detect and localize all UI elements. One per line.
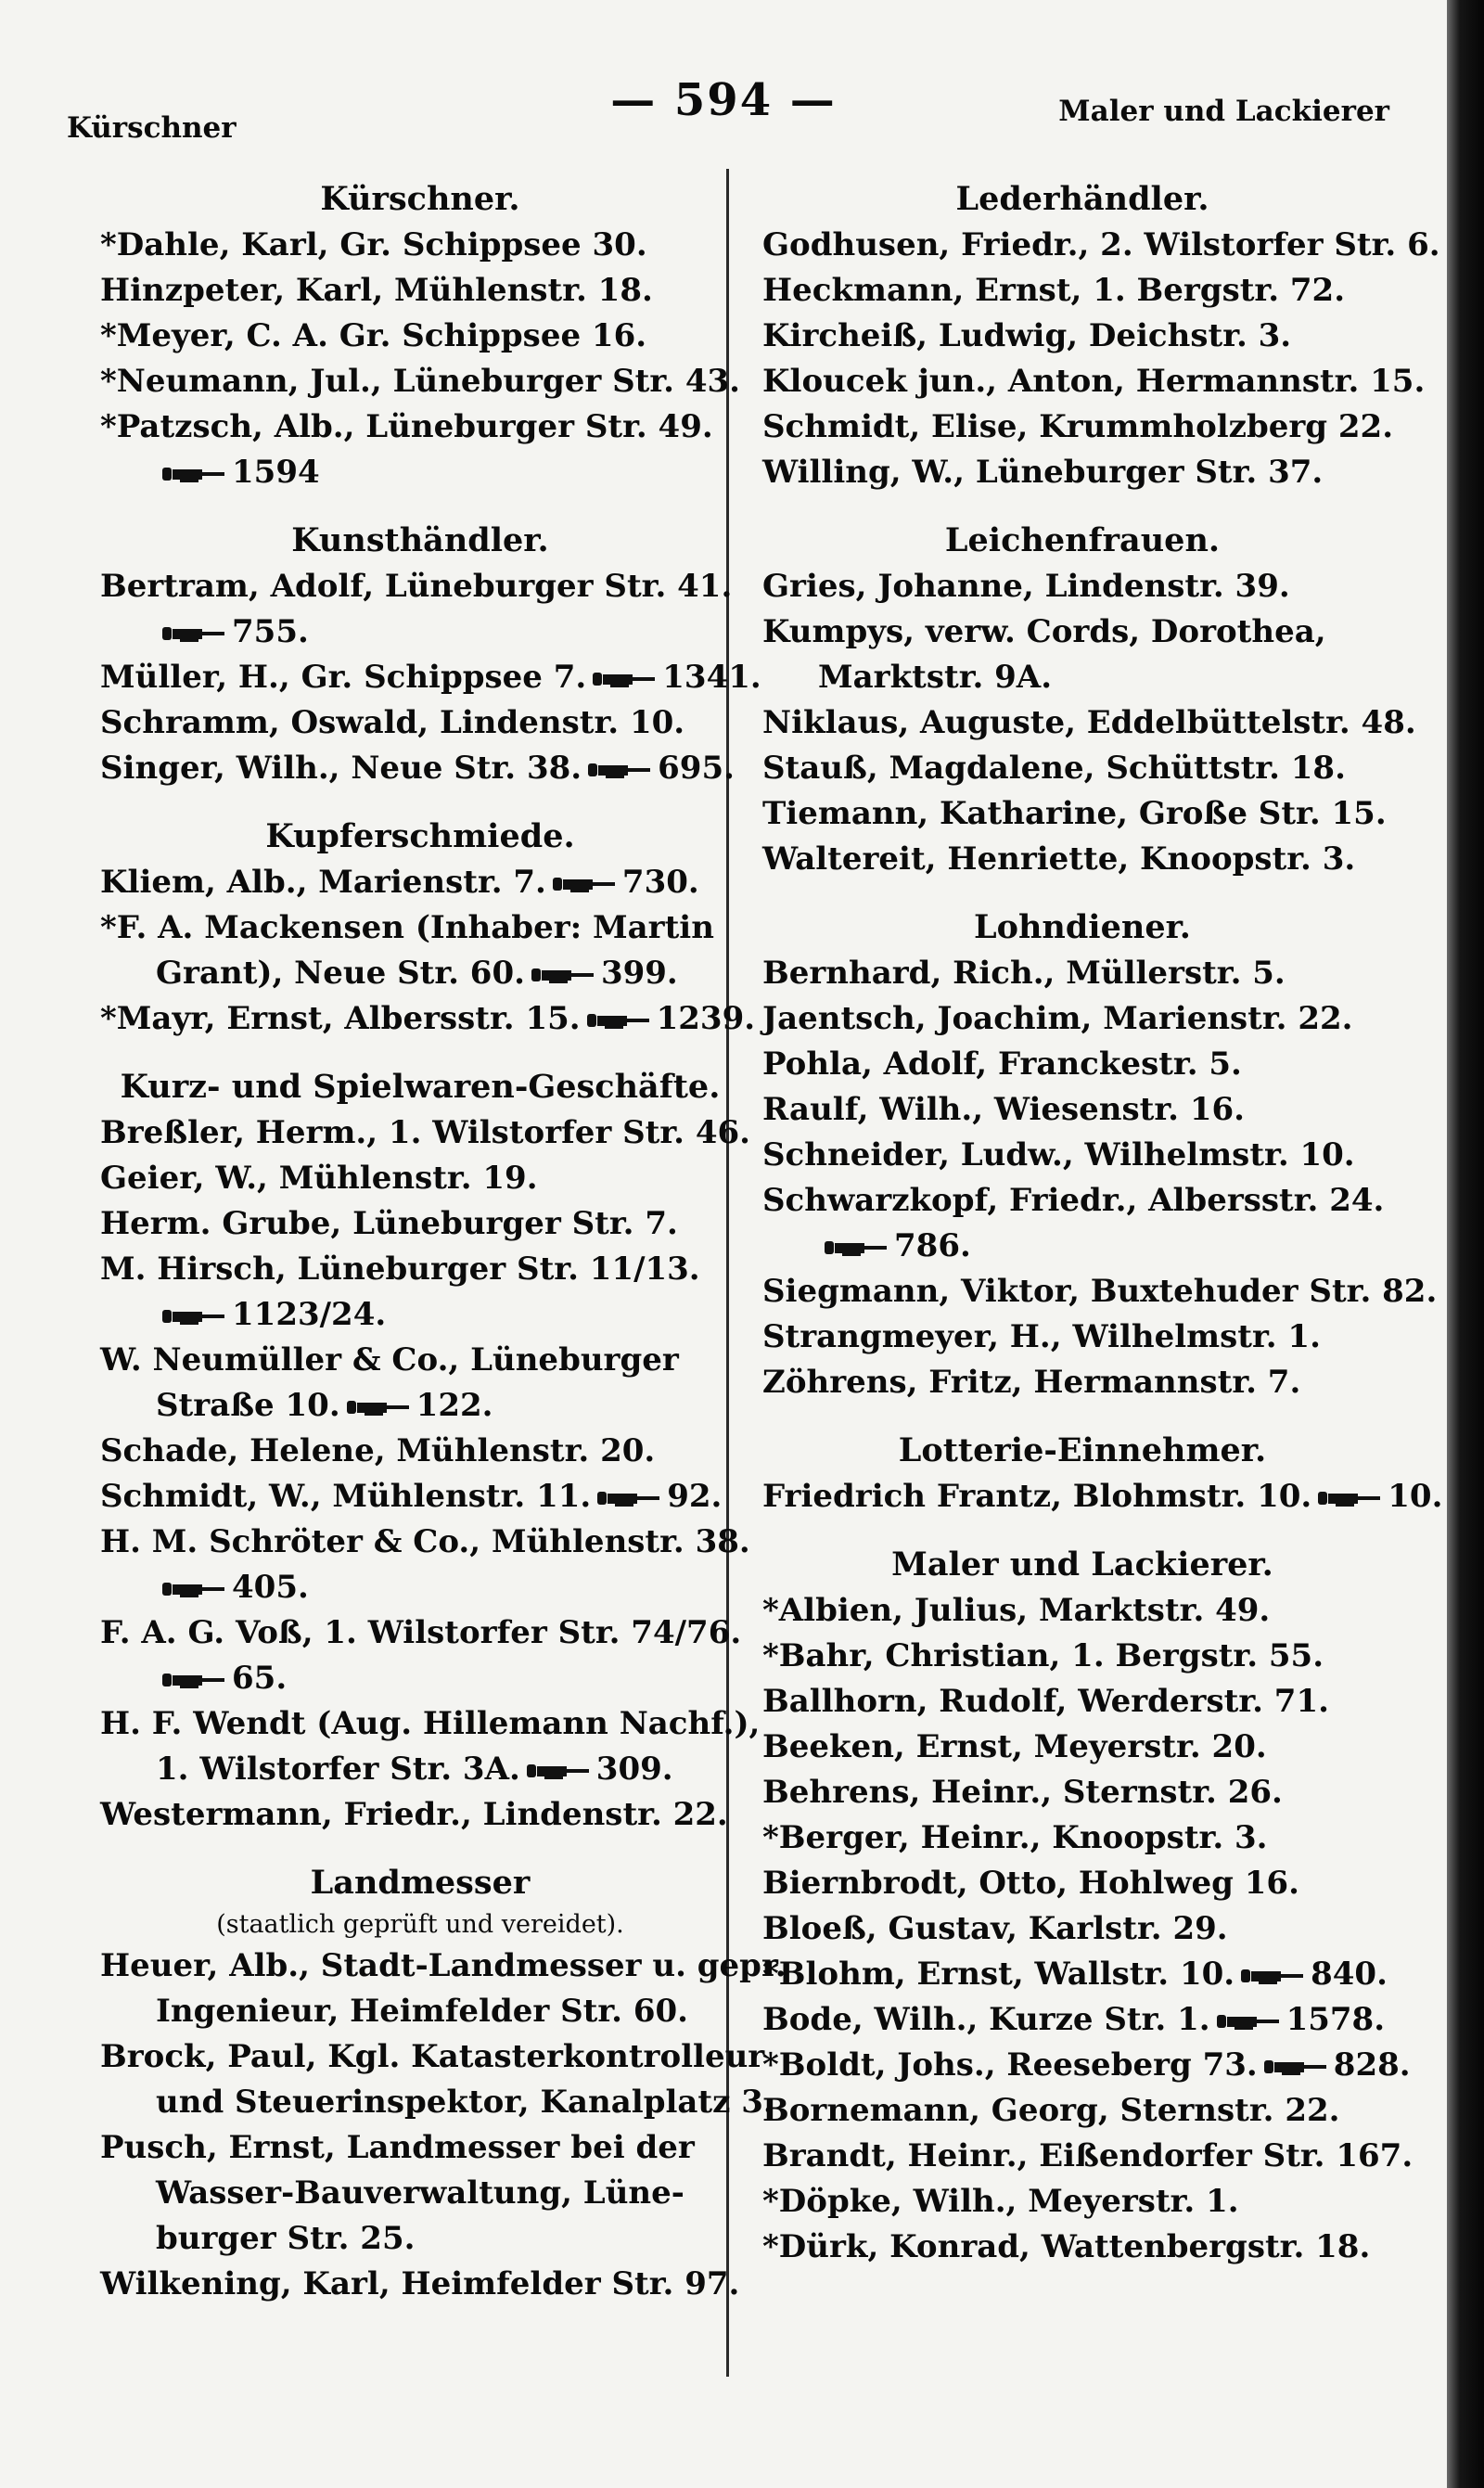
- directory-entry: [762, 1315, 1402, 1360]
- entry-text: Müller, H., Gr. Schippsee 7.: [100, 659, 587, 696]
- section-title: Kurz- und Spielwaren-Geschäfte.: [120, 1068, 721, 1106]
- right-column: [762, 176, 1443, 2270]
- entry-continuation: [100, 2171, 740, 2216]
- phone-number: 1594: [232, 454, 320, 491]
- phone-hand-icon: [161, 623, 226, 644]
- entry-text: Kloucek jun., Anton, Hermannstr. 15.: [762, 363, 1426, 400]
- entry-continuation: [100, 1565, 740, 1610]
- directory-entry: [762, 2179, 1402, 2225]
- section-subtitle: (staatlich geprüft und vereidet).: [216, 1910, 624, 1939]
- phone-number: 65.: [232, 1660, 288, 1697]
- phone-hand-icon: [596, 1488, 661, 1508]
- phone-hand-icon: [346, 1397, 411, 1417]
- entry-text: *Dürk, Konrad, Wattenbergstr. 18.: [762, 2228, 1371, 2265]
- section-title: Maler und Lackierer.: [891, 1545, 1273, 1584]
- entry-text: Singer, Wilh., Neue Str. 38.: [100, 750, 582, 787]
- directory-entry: [100, 1247, 740, 1292]
- phone-hand-icon: [552, 874, 617, 894]
- section-title: Kupferschmiede.: [265, 817, 575, 855]
- phone-hand-icon: [592, 669, 657, 689]
- entry-continuation: [100, 951, 740, 996]
- entry-text: Kliem, Alb., Marienstr. 7.: [100, 864, 546, 901]
- directory-entry: [100, 223, 740, 268]
- phone-number: 840.: [1311, 1956, 1388, 1993]
- directory-entry: [100, 1792, 740, 1838]
- entry-text: *Neumann, Jul., Lüneburger Str. 43.: [100, 363, 740, 400]
- directory-entry: [762, 1906, 1402, 1952]
- entry-text: Godhusen, Friedr., 2. Wilstorfer Str. 6.: [762, 226, 1440, 263]
- entry-continuation: [100, 1383, 740, 1429]
- directory-entry: [762, 2043, 1411, 2088]
- entry-continuation: [100, 1989, 740, 2034]
- entry-text: *Dahle, Karl, Gr. Schippsee 30.: [100, 226, 647, 263]
- entry-continuation: [762, 1224, 1402, 1269]
- entry-text: Bornemann, Georg, Sternstr. 22.: [762, 2092, 1340, 2129]
- entry-text: Tiemann, Katharine, Große Str. 15.: [762, 795, 1387, 832]
- entry-text: M. Hirsch, Lüneburger Str. 11/13.: [100, 1250, 700, 1288]
- directory-entry: [762, 359, 1426, 404]
- entry-text: Gries, Johanne, Lindenstr. 39.: [762, 568, 1290, 605]
- phone-number: 399.: [600, 955, 678, 992]
- directory-entry: [762, 746, 1402, 791]
- phone-number: 10.: [1388, 1478, 1443, 1515]
- entry-text: Niklaus, Auguste, Eddelbüttelstr. 48.: [762, 704, 1416, 741]
- section-title: Kürschner.: [320, 180, 520, 218]
- entry-text: Geier, W., Mühlenstr. 19.: [100, 1160, 538, 1197]
- entry-text: Beeken, Ernst, Meyerstr. 20.: [762, 1728, 1267, 1765]
- entry-text: Bloeß, Gustav, Karlstr. 29.: [762, 1910, 1228, 1947]
- directory-entry: [762, 2225, 1402, 2270]
- entry-text: Schmidt, W., Mühlenstr. 11.: [100, 1478, 592, 1515]
- page-header: [0, 65, 1447, 145]
- entry-text: Raulf, Wilh., Wiesenstr. 16.: [762, 1091, 1245, 1128]
- entry-text: Schramm, Oswald, Lindenstr. 10.: [100, 704, 685, 741]
- entry-text: Zöhrens, Fritz, Hermannstr. 7.: [762, 1364, 1301, 1401]
- entry-text: *Döpke, Wilh., Meyerstr. 1.: [762, 2183, 1239, 2220]
- entry-text: Waltereit, Henriette, Knoopstr. 3.: [762, 840, 1356, 878]
- phone-number: 1123/24.: [232, 1296, 387, 1333]
- directory-entry: [762, 1178, 1402, 1224]
- entry-text: Biernbrodt, Otto, Hohlweg 16.: [762, 1865, 1299, 1902]
- entry-continuation: [100, 2080, 774, 2125]
- phone-hand-icon: [586, 1010, 651, 1031]
- phone-hand-icon: [1240, 1966, 1305, 1986]
- phone-number: 786.: [894, 1227, 971, 1264]
- entry-continuation: [100, 1747, 740, 1792]
- section-lederh-ndler: [762, 176, 1440, 495]
- directory-entry: [762, 791, 1402, 837]
- entry-text: Bode, Wilh., Kurze Str. 1.: [762, 2001, 1210, 2038]
- directory-entry: [762, 609, 1402, 655]
- directory-entry: [762, 951, 1402, 996]
- directory-entry: [100, 359, 740, 404]
- directory-entry: [100, 996, 756, 1042]
- directory-entry: [100, 1474, 740, 1520]
- entry-text: Schade, Helene, Mühlenstr. 20.: [100, 1432, 656, 1469]
- section-kunsth-ndler: [100, 518, 761, 791]
- directory-entry: [100, 2034, 765, 2080]
- directory-entry: [762, 1861, 1402, 1906]
- entry-text: Westermann, Friedr., Lindenstr. 22.: [100, 1796, 728, 1833]
- entry-text: Schwarzkopf, Friedr., Albersstr. 24.: [762, 1182, 1385, 1219]
- directory-entry: [762, 2088, 1402, 2134]
- section-kurz-und-spielwaren-gesch-fte: [100, 1064, 761, 1838]
- entry-text: Schmidt, Elise, Krummholzberg 22.: [762, 408, 1394, 445]
- section-title: Lohndiener.: [973, 908, 1191, 946]
- directory-entry: [100, 700, 740, 746]
- directory-entry: [762, 1133, 1402, 1178]
- phone-number: 405.: [232, 1569, 309, 1606]
- entry-text: Bertram, Adolf, Lüneburger Str. 41.: [100, 568, 733, 605]
- phone-number: 122.: [416, 1387, 493, 1424]
- section-kupferschmiede: [100, 814, 756, 1042]
- phone-number: 695.: [658, 750, 735, 787]
- entry-text: Breßler, Herm., 1. Wilstorfer Str. 46.: [100, 1114, 751, 1151]
- entry-text: Ballhorn, Rudolf, Werderstr. 71.: [762, 1683, 1329, 1720]
- directory-entry: [100, 1201, 740, 1247]
- directory-entry: [762, 996, 1402, 1042]
- phone-hand-icon: [161, 1306, 226, 1327]
- directory-entry: [100, 1610, 740, 1656]
- entry-text: F. A. G. Voß, 1. Wilstorfer Str. 74/76.: [100, 1614, 742, 1651]
- entry-text: Heckmann, Ernst, 1. Bergstr. 72.: [762, 272, 1346, 309]
- entry-text: Siegmann, Viktor, Buxtehuder Str. 82.: [762, 1273, 1438, 1310]
- directory-entry: [100, 905, 740, 951]
- entry-text: Pusch, Ernst, Landmesser bei der: [100, 2129, 695, 2166]
- entry-text: H. M. Schröter & Co., Mühlenstr. 38.: [100, 1523, 750, 1560]
- phone-hand-icon: [824, 1238, 889, 1258]
- entry-text: Bernhard, Rich., Müllerstr. 5.: [762, 955, 1286, 992]
- entry-text: *Patzsch, Alb., Lüneburger Str. 49.: [100, 408, 713, 445]
- entry-text: Strangmeyer, H., Wilhelmstr. 1.: [762, 1318, 1321, 1355]
- page-number: — 594 —: [610, 74, 837, 126]
- entry-text: Herm. Grube, Lüneburger Str. 7.: [100, 1205, 678, 1242]
- phone-number: 828.: [1333, 2046, 1411, 2084]
- directory-entry: [762, 268, 1402, 314]
- phone-hand-icon: [1216, 2011, 1281, 2032]
- directory-entry: [762, 404, 1402, 450]
- phone-hand-icon: [587, 760, 652, 780]
- entry-text: H. F. Wendt (Aug. Hillemann Nachf.),: [100, 1705, 761, 1742]
- directory-entry: [762, 1952, 1402, 1997]
- directory-entry: [100, 655, 761, 700]
- section-maler-und-lackierer: [762, 1542, 1414, 2270]
- entry-continuation: [100, 1292, 740, 1338]
- entry-text: Pohla, Adolf, Franckestr. 5.: [762, 1045, 1242, 1083]
- phone-hand-icon: [161, 1670, 226, 1690]
- section-title: Landmesser: [310, 1864, 531, 1902]
- directory-entry: [762, 1634, 1402, 1679]
- phone-number: 730.: [621, 864, 699, 901]
- running-head-right: Maler und Lackierer: [1058, 95, 1389, 128]
- entry-text: Wilkening, Karl, Heimfelder Str. 97.: [100, 2265, 740, 2302]
- entry-text: Willing, W., Lüneburger Str. 37.: [762, 454, 1324, 491]
- phone-number: 309.: [595, 1751, 673, 1788]
- directory-entry: [762, 314, 1402, 359]
- section-k-rschner: [100, 176, 740, 495]
- directory-entry: [762, 564, 1402, 609]
- directory-entry: [100, 1110, 751, 1156]
- directory-entry: [100, 1701, 761, 1747]
- phone-hand-icon: [531, 965, 595, 985]
- phone-hand-icon: [161, 1579, 226, 1599]
- phone-number: 1341.: [662, 659, 761, 696]
- directory-entry: [100, 1338, 740, 1383]
- directory-entry: [762, 1042, 1402, 1087]
- entry-text: *F. A. Mackensen (Inhaber: Martin: [100, 909, 714, 946]
- entry-text: *Blohm, Ernst, Wallstr. 10.: [762, 1956, 1235, 1993]
- entry-text: W. Neumüller & Co., Lüneburger: [100, 1341, 679, 1379]
- directory-entry: [762, 1815, 1402, 1861]
- section-title: Lotterie-Einnehmer.: [898, 1431, 1267, 1469]
- entry-text: *Albien, Julius, Marktstr. 49.: [762, 1592, 1271, 1629]
- entry-text: und Steuerinspektor, Kanalplatz 3.: [156, 2084, 774, 2121]
- directory-entry: [100, 746, 740, 791]
- directory-entry: [100, 404, 740, 450]
- section-title: Leichenfrauen.: [944, 521, 1221, 559]
- entry-text: Marktstr. 9A.: [818, 659, 1053, 696]
- entry-text: Stauß, Magdalene, Schüttstr. 18.: [762, 750, 1346, 787]
- directory-entry: [762, 1588, 1402, 1634]
- entry-continuation: [100, 1656, 740, 1701]
- entry-text: Friedrich Frantz, Blohmstr. 10.: [762, 1478, 1312, 1515]
- directory-entry: [100, 2262, 740, 2307]
- directory-entry: [762, 1269, 1438, 1315]
- entry-continuation: [762, 655, 1402, 700]
- directory-entry: [100, 268, 740, 314]
- phone-hand-icon: [526, 1761, 591, 1781]
- entry-text: *Boldt, Johs., Reeseberg 73.: [762, 2046, 1258, 2084]
- directory-entry: [100, 1429, 740, 1474]
- directory-entry: [100, 564, 740, 609]
- entry-continuation: [100, 2216, 740, 2262]
- entry-text: *Mayr, Ernst, Albersstr. 15.: [100, 1000, 581, 1037]
- section-title: Kunsthändler.: [291, 521, 549, 559]
- directory-entry: [762, 1360, 1402, 1405]
- directory-entry: [100, 860, 740, 905]
- phone-hand-icon: [1317, 1488, 1382, 1508]
- entry-text: Kumpys, verw. Cords, Dorothea,: [762, 613, 1326, 650]
- directory-entry: [762, 1770, 1402, 1815]
- page-edge: [1447, 0, 1484, 2488]
- phone-number: 1239.: [656, 1000, 756, 1037]
- directory-entry: [762, 700, 1416, 746]
- entry-text: Grant), Neue Str. 60.: [156, 955, 525, 992]
- entry-text: *Bahr, Christian, 1. Bergstr. 55.: [762, 1637, 1324, 1674]
- left-column: [100, 176, 787, 2307]
- directory-entry: [100, 2125, 740, 2171]
- directory-entry: [762, 1087, 1402, 1133]
- entry-text: *Berger, Heinr., Knoopstr. 3.: [762, 1819, 1268, 1856]
- entry-text: Heuer, Alb., Stadt-Landmesser u. gepr.: [100, 1947, 787, 1984]
- entry-continuation: [100, 609, 740, 655]
- directory-entry: [100, 314, 740, 359]
- entry-text: 1. Wilstorfer Str. 3A.: [156, 1751, 520, 1788]
- entry-text: Brandt, Heinr., Eißendorfer Str. 167.: [762, 2137, 1414, 2174]
- entry-text: Straße 10.: [156, 1387, 340, 1424]
- section-title: Lederhändler.: [955, 180, 1209, 218]
- directory-entry: [762, 450, 1402, 495]
- directory-entry: [100, 1156, 740, 1201]
- entry-text: Brock, Paul, Kgl. Katasterkontrolleur: [100, 2038, 765, 2075]
- entry-text: Jaentsch, Joachim, Marienstr. 22.: [762, 1000, 1353, 1037]
- entry-continuation: [100, 450, 740, 495]
- phone-number: 755.: [232, 613, 309, 650]
- entry-text: *Meyer, C. A. Gr. Schippsee 16.: [100, 317, 647, 354]
- directory-entry: [762, 223, 1440, 268]
- section-lohndiener: [762, 904, 1438, 1405]
- entry-text: burger Str. 25.: [156, 2220, 416, 2257]
- entry-text: Schneider, Ludw., Wilhelmstr. 10.: [762, 1136, 1355, 1173]
- entry-text: Ingenieur, Heimfelder Str. 60.: [156, 1993, 688, 2030]
- entry-text: Hinzpeter, Karl, Mühlenstr. 18.: [100, 272, 653, 309]
- phone-hand-icon: [161, 464, 226, 484]
- directory-entry: [100, 1943, 787, 1989]
- section-leichenfrauen: [762, 518, 1416, 882]
- directory-entry: [762, 1679, 1402, 1725]
- phone-number: 1578.: [1286, 2001, 1386, 2038]
- directory-entry: [100, 1520, 750, 1565]
- directory-entry: [762, 1725, 1402, 1770]
- running-head-left: Kürschner: [67, 111, 237, 145]
- directory-entry: [762, 1997, 1402, 2043]
- phone-number: 92.: [667, 1478, 723, 1515]
- entry-text: Behrens, Heinr., Sternstr. 26.: [762, 1774, 1283, 1811]
- directory-entry: [762, 2134, 1414, 2179]
- directory-entry: [762, 1474, 1443, 1520]
- entry-text: Wasser-Bauverwaltung, Lüne-: [156, 2174, 684, 2212]
- directory-entry: [762, 837, 1402, 882]
- section-landmesser: [100, 1860, 787, 2307]
- section-lotterie-einnehmer: [762, 1428, 1443, 1520]
- phone-hand-icon: [1263, 2057, 1328, 2077]
- entry-text: Kircheiß, Ludwig, Deichstr. 3.: [762, 317, 1292, 354]
